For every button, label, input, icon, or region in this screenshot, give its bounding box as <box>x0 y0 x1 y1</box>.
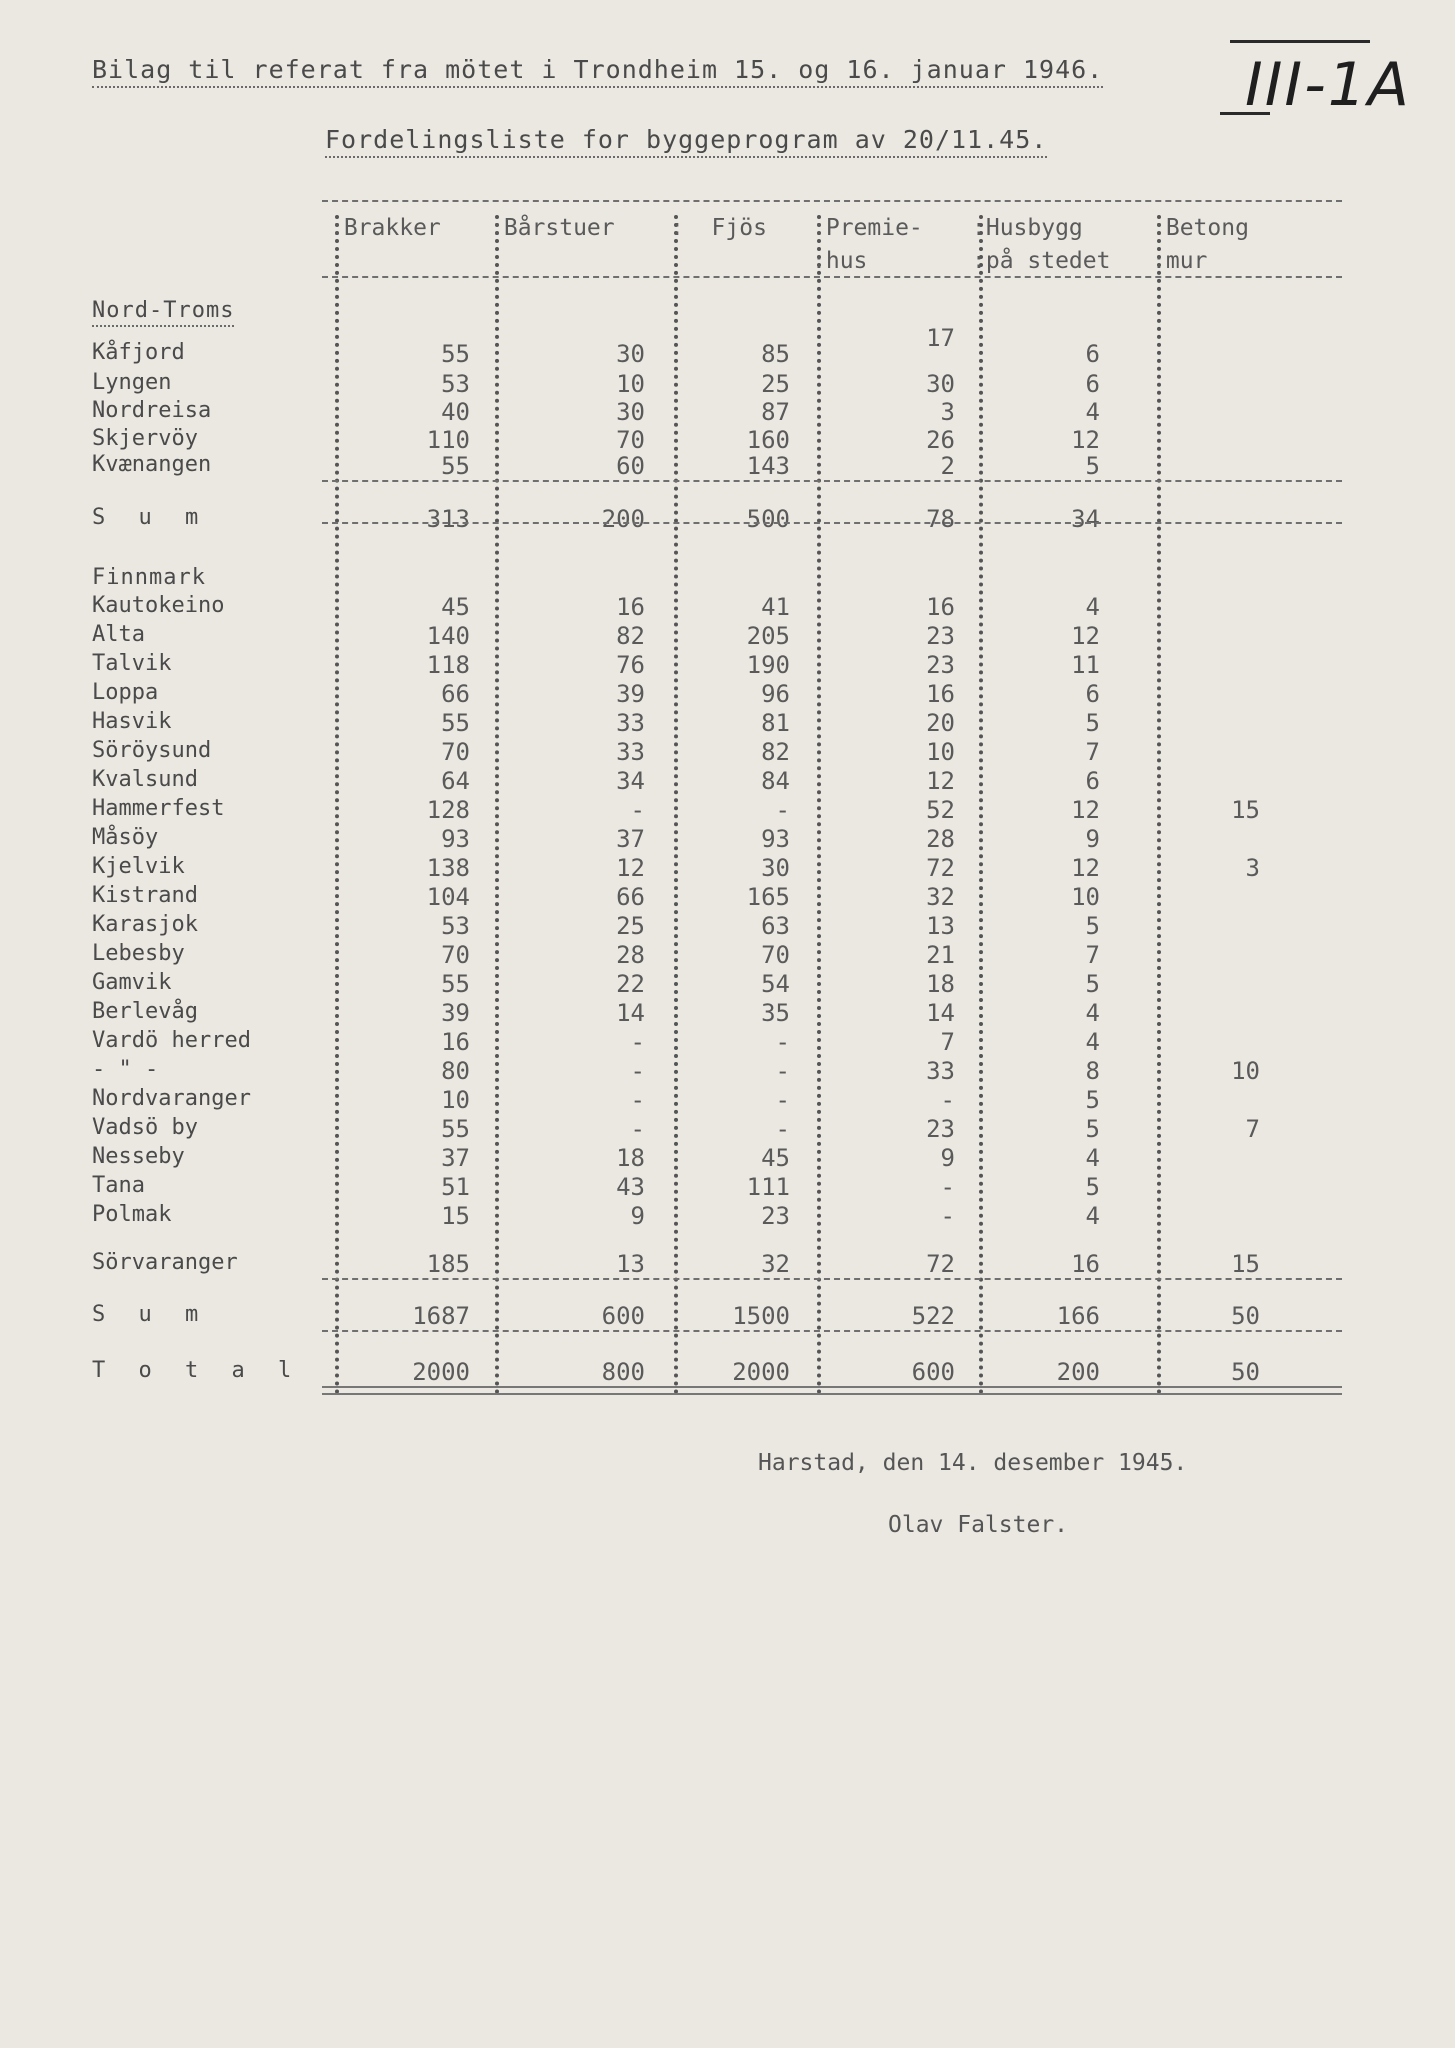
cell-premiehus: 23 <box>926 622 955 650</box>
cell-barstuer: - <box>630 1115 645 1143</box>
cell-husbygg: 12 <box>1071 796 1100 824</box>
cell-husbygg: 4 <box>1085 593 1100 621</box>
cell-brakker: 55 <box>441 340 470 368</box>
cell-premiehus: 72 <box>926 1250 955 1278</box>
cell-barstuer: 60 <box>616 452 645 480</box>
cell-premiehus: 28 <box>926 825 955 853</box>
cell-fjos: 82 <box>761 738 790 766</box>
cell-brakker: 40 <box>441 398 470 426</box>
cell-brakker: 66 <box>441 680 470 708</box>
municipality-name: Kvalsund <box>92 767 198 792</box>
cell-brakker: 55 <box>441 970 470 998</box>
table-top-rule <box>322 200 1342 202</box>
cell-premiehus: 16 <box>926 680 955 708</box>
cell-premiehus: 20 <box>926 709 955 737</box>
municipality-name: Måsöy <box>92 825 159 850</box>
cell-husbygg: 6 <box>1085 767 1100 795</box>
document-subtitle: Fordelingsliste for byggeprogram av 20/11.45. <box>325 125 1047 158</box>
cell-husbygg: 4 <box>1085 1144 1100 1172</box>
cell-barstuer: 12 <box>616 854 645 882</box>
municipality-name: Alta <box>92 622 145 647</box>
cell-premiehus: 52 <box>926 796 955 824</box>
total-label: T o t a l <box>92 1358 302 1383</box>
municipality-name: Skjervöy <box>92 426 198 451</box>
cell-husbygg: 10 <box>1071 883 1100 911</box>
cell-barstuer: 28 <box>616 941 645 969</box>
table-row <box>0 767 1455 796</box>
cell-barstuer: 22 <box>616 970 645 998</box>
cell-betongmur: 15 <box>1231 1250 1260 1278</box>
reference-overline <box>1230 40 1370 43</box>
municipality-name: Kåfjord <box>92 340 185 365</box>
cell-fjos: 85 <box>761 340 790 368</box>
table-row <box>0 825 1455 854</box>
table-header-rule <box>322 276 1342 278</box>
header-line: Bilag til referat fra mötet i Trondheim 15. og 16. januar 1946. <box>92 55 1103 88</box>
municipality-name: - " - <box>92 1057 159 1082</box>
municipality-name: Lebesby <box>92 941 185 966</box>
column-header-premiehus-line2: :hus <box>812 248 868 274</box>
cell-husbygg: 4 <box>1085 398 1100 426</box>
cell-fjos: 143 <box>746 452 790 480</box>
cell-brakker: 185 <box>426 1250 470 1278</box>
cell-fjos: 87 <box>761 398 790 426</box>
cell-premiehus: 23 <box>926 651 955 679</box>
cell-barstuer: 18 <box>616 1144 645 1172</box>
cell-fjos: - <box>775 1057 790 1085</box>
cell-husbygg: 4 <box>1085 999 1100 1027</box>
cell-husbygg: 6 <box>1085 340 1100 368</box>
cell-brakker: 10 <box>441 1086 470 1114</box>
cell-husbygg: 200 <box>1056 1358 1100 1386</box>
table-row <box>0 370 1455 399</box>
section-sum-rule <box>322 480 1342 482</box>
column-header-premiehus: :Premie- <box>812 215 923 241</box>
municipality-name: Nesseby <box>92 1144 185 1169</box>
municipality-name: Söröysund <box>92 738 212 763</box>
municipality-name: Kautokeino <box>92 593 225 618</box>
cell-barstuer: 30 <box>616 398 645 426</box>
cell-barstuer: 66 <box>616 883 645 911</box>
cell-premiehus: 17 <box>926 324 955 352</box>
table-row <box>0 324 1455 369</box>
table-row <box>0 622 1455 651</box>
municipality-name: Kjelvik <box>92 854 185 879</box>
column-header-husbygg-line2: :på stedet <box>972 248 1111 274</box>
municipality-name: Karasjok <box>92 912 198 937</box>
cell-husbygg: 12 <box>1071 854 1100 882</box>
cell-betongmur: 15 <box>1231 796 1260 824</box>
cell-brakker: 16 <box>441 1028 470 1056</box>
column-header-fjos: : Fjös <box>670 215 767 241</box>
cell-fjos: - <box>775 796 790 824</box>
cell-husbygg: 12 <box>1071 622 1100 650</box>
cell-barstuer: 25 <box>616 912 645 940</box>
table-row <box>0 1115 1455 1144</box>
cell-brakker: 118 <box>426 651 470 679</box>
cell-fjos: 63 <box>761 912 790 940</box>
cell-betongmur: 10 <box>1231 1057 1260 1085</box>
cell-husbygg: 4 <box>1085 1028 1100 1056</box>
total-row <box>0 1358 1455 1387</box>
cell-premiehus: 16 <box>926 593 955 621</box>
cell-fjos: 41 <box>761 593 790 621</box>
table-row <box>0 398 1455 427</box>
cell-brakker: 53 <box>441 370 470 398</box>
cell-fjos: 23 <box>761 1202 790 1230</box>
cell-fjos: 70 <box>761 941 790 969</box>
municipality-name: Talvik <box>92 651 172 676</box>
cell-husbygg: 5 <box>1085 452 1100 480</box>
cell-husbygg: 5 <box>1085 912 1100 940</box>
cell-betongmur: 50 <box>1231 1358 1260 1386</box>
cell-brakker: 55 <box>441 452 470 480</box>
cell-brakker: 45 <box>441 593 470 621</box>
cell-premiehus: - <box>940 1202 955 1230</box>
cell-husbygg: 4 <box>1085 1202 1100 1230</box>
cell-barstuer: 33 <box>616 738 645 766</box>
section-sum-rule <box>322 1278 1342 1280</box>
cell-fjos: 93 <box>761 825 790 853</box>
cell-fjos: 54 <box>761 970 790 998</box>
cell-fjos: 2000 <box>732 1358 790 1386</box>
cell-husbygg: 7 <box>1085 941 1100 969</box>
table-row <box>0 426 1455 455</box>
cell-brakker: 80 <box>441 1057 470 1085</box>
cell-premiehus: 33 <box>926 1057 955 1085</box>
municipality-name: Polmak <box>92 1202 172 1227</box>
municipality-name: Nordreisa <box>92 398 212 423</box>
municipality-name: Hasvik <box>92 709 172 734</box>
cell-fjos: 30 <box>761 854 790 882</box>
column-header-betongmur-line2: :mur <box>1152 248 1208 274</box>
cell-fjos: 165 <box>746 883 790 911</box>
cell-barstuer: - <box>630 796 645 824</box>
cell-barstuer: 200 <box>601 505 645 533</box>
table-row <box>0 452 1455 481</box>
table-row <box>0 1202 1455 1231</box>
cell-brakker: 140 <box>426 622 470 650</box>
cell-brakker: 104 <box>426 883 470 911</box>
cell-barstuer: 30 <box>616 340 645 368</box>
cell-barstuer: 9 <box>630 1202 645 1230</box>
cell-premiehus: 7 <box>940 1028 955 1056</box>
table-row <box>0 738 1455 767</box>
cell-premiehus: 3 <box>940 398 955 426</box>
cell-brakker: 70 <box>441 738 470 766</box>
cell-brakker: 2000 <box>412 1358 470 1386</box>
cell-premiehus: 2 <box>940 452 955 480</box>
table-row <box>0 883 1455 912</box>
cell-husbygg: 5 <box>1085 1086 1100 1114</box>
cell-brakker: 53 <box>441 912 470 940</box>
municipality-name: Loppa <box>92 680 159 705</box>
reference-mark: III-1A <box>1245 50 1411 120</box>
cell-brakker: 15 <box>441 1202 470 1230</box>
cell-husbygg: 5 <box>1085 1173 1100 1201</box>
cell-fjos: 81 <box>761 709 790 737</box>
cell-husbygg: 5 <box>1085 1115 1100 1143</box>
cell-betongmur: 7 <box>1245 1115 1260 1143</box>
cell-husbygg: 9 <box>1085 825 1100 853</box>
table-row <box>0 999 1455 1028</box>
cell-husbygg: 16 <box>1071 1250 1100 1278</box>
cell-husbygg: 11 <box>1071 651 1100 679</box>
cell-barstuer: 37 <box>616 825 645 853</box>
cell-barstuer: 14 <box>616 999 645 1027</box>
municipality-name: Kvænangen <box>92 452 212 477</box>
column-header-betongmur: :Betong <box>1152 215 1249 241</box>
municipality-name: Nordvaranger <box>92 1086 251 1111</box>
cell-barstuer: 82 <box>616 622 645 650</box>
municipality-name: Hammerfest <box>92 796 225 821</box>
cell-brakker: 313 <box>426 505 470 533</box>
table-row <box>0 796 1455 825</box>
sum-label: S u m <box>92 505 209 530</box>
cell-barstuer: 39 <box>616 680 645 708</box>
table-row <box>0 1057 1455 1086</box>
municipality-name: Gamvik <box>92 970 172 995</box>
table-row <box>0 651 1455 680</box>
cell-barstuer: - <box>630 1086 645 1114</box>
section-sum-underline <box>322 522 1342 524</box>
sum-row-nord-troms <box>0 505 1455 534</box>
cell-premiehus: 23 <box>926 1115 955 1143</box>
cell-premiehus: - <box>940 1086 955 1114</box>
section-title-nord-troms: Nord-Troms <box>92 298 234 327</box>
cell-barstuer: - <box>630 1028 645 1056</box>
cell-barstuer: 33 <box>616 709 645 737</box>
cell-barstuer: 800 <box>601 1358 645 1386</box>
cell-husbygg: 5 <box>1085 709 1100 737</box>
table-row <box>0 970 1455 999</box>
cell-premiehus: 12 <box>926 767 955 795</box>
cell-brakker: 39 <box>441 999 470 1027</box>
cell-barstuer: 34 <box>616 767 645 795</box>
cell-brakker: 51 <box>441 1173 470 1201</box>
cell-husbygg: 12 <box>1071 426 1100 454</box>
table-row <box>0 593 1455 622</box>
cell-barstuer: 43 <box>616 1173 645 1201</box>
column-header-husbygg: :Husbygg <box>972 215 1083 241</box>
section-title-finnmark: Finnmark <box>92 565 206 590</box>
cell-brakker: 37 <box>441 1144 470 1172</box>
municipality-name: Kistrand <box>92 883 198 908</box>
sum-row-finnmark <box>0 1302 1455 1331</box>
cell-fjos: - <box>775 1086 790 1114</box>
municipality-name: Vardö herred <box>92 1028 251 1053</box>
cell-husbygg: 166 <box>1056 1302 1100 1330</box>
cell-premiehus: 78 <box>926 505 955 533</box>
column-header-brakker: :Brakker <box>330 215 441 241</box>
cell-husbygg: 6 <box>1085 680 1100 708</box>
municipality-name: Tana <box>92 1173 145 1198</box>
cell-fjos: 84 <box>761 767 790 795</box>
municipality-name: Sörvaranger <box>92 1250 238 1275</box>
cell-barstuer: 600 <box>601 1302 645 1330</box>
cell-fjos: 160 <box>746 426 790 454</box>
cell-fjos: 45 <box>761 1144 790 1172</box>
cell-premiehus: 18 <box>926 970 955 998</box>
cell-fjos: 96 <box>761 680 790 708</box>
cell-fjos: 35 <box>761 999 790 1027</box>
section-sum-underline <box>322 1330 1342 1332</box>
cell-premiehus: 9 <box>940 1144 955 1172</box>
cell-fjos: 500 <box>746 505 790 533</box>
cell-husbygg: 5 <box>1085 970 1100 998</box>
table-row <box>0 680 1455 709</box>
cell-premiehus: 72 <box>926 854 955 882</box>
total-underline <box>322 1386 1342 1388</box>
cell-premiehus: 30 <box>926 370 955 398</box>
cell-brakker: 55 <box>441 1115 470 1143</box>
municipality-name: Berlevåg <box>92 999 198 1024</box>
sum-label: S u m <box>92 1302 209 1327</box>
cell-premiehus: 522 <box>911 1302 955 1330</box>
cell-fjos: 25 <box>761 370 790 398</box>
table-row <box>0 709 1455 738</box>
cell-premiehus: 32 <box>926 883 955 911</box>
table-row <box>0 941 1455 970</box>
table-row <box>0 912 1455 941</box>
cell-premiehus: 14 <box>926 999 955 1027</box>
cell-barstuer: 10 <box>616 370 645 398</box>
cell-husbygg: 6 <box>1085 370 1100 398</box>
cell-premiehus: 26 <box>926 426 955 454</box>
cell-premiehus: 10 <box>926 738 955 766</box>
cell-barstuer: - <box>630 1057 645 1085</box>
cell-premiehus: 13 <box>926 912 955 940</box>
cell-barstuer: 70 <box>616 426 645 454</box>
cell-husbygg: 8 <box>1085 1057 1100 1085</box>
table-row <box>0 1173 1455 1202</box>
table-row <box>0 1144 1455 1173</box>
cell-fjos: 32 <box>761 1250 790 1278</box>
column-header-barstuer: :Bårstuer <box>490 215 615 241</box>
cell-barstuer: 16 <box>616 593 645 621</box>
cell-fjos: 205 <box>746 622 790 650</box>
cell-premiehus: 600 <box>911 1358 955 1386</box>
cell-brakker: 128 <box>426 796 470 824</box>
cell-betongmur: 3 <box>1245 854 1260 882</box>
cell-brakker: 64 <box>441 767 470 795</box>
place-date: Harstad, den 14. desember 1945. <box>758 1450 1188 1476</box>
table-row <box>0 1250 1455 1279</box>
municipality-name: Lyngen <box>92 370 172 395</box>
cell-brakker: 93 <box>441 825 470 853</box>
table-row <box>0 854 1455 883</box>
cell-fjos: - <box>775 1115 790 1143</box>
cell-premiehus: 21 <box>926 941 955 969</box>
cell-barstuer: 13 <box>616 1250 645 1278</box>
cell-fjos: 190 <box>746 651 790 679</box>
cell-barstuer: 76 <box>616 651 645 679</box>
cell-fjos: - <box>775 1028 790 1056</box>
cell-husbygg: 34 <box>1071 505 1100 533</box>
cell-brakker: 55 <box>441 709 470 737</box>
cell-fjos: 111 <box>746 1173 790 1201</box>
cell-betongmur: 50 <box>1231 1302 1260 1330</box>
cell-husbygg: 7 <box>1085 738 1100 766</box>
cell-brakker: 138 <box>426 854 470 882</box>
cell-fjos: 1500 <box>732 1302 790 1330</box>
cell-brakker: 110 <box>426 426 470 454</box>
reference-underline <box>1220 112 1270 115</box>
table-row <box>0 1028 1455 1057</box>
municipality-name: Vadsö by <box>92 1115 198 1140</box>
cell-brakker: 70 <box>441 941 470 969</box>
total-double-underline <box>322 1393 1342 1395</box>
signature: Olav Falster. <box>888 1512 1069 1538</box>
cell-premiehus: - <box>940 1173 955 1201</box>
cell-brakker: 1687 <box>412 1302 470 1330</box>
table-row <box>0 1086 1455 1115</box>
